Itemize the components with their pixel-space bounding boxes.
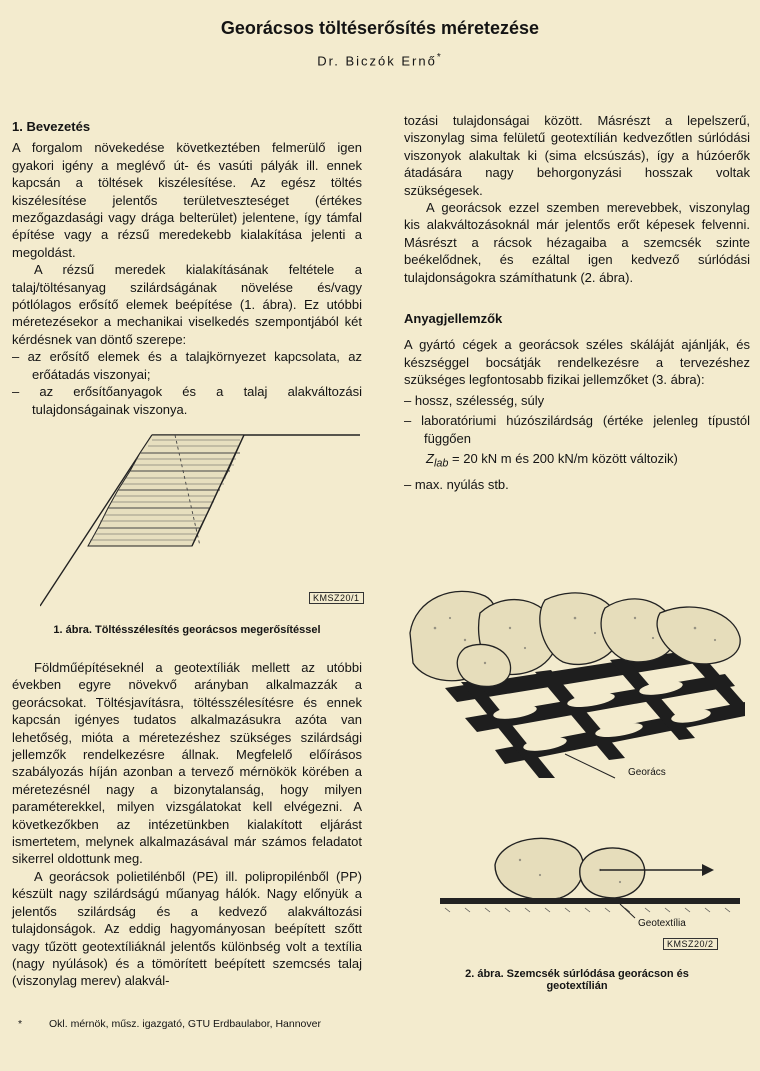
figure-2-caption-line-1: 2. ábra. Szemcsék súrlódása georácson és <box>465 968 689 980</box>
intro-bullet-2: – az erősítőanyagok és a talaj alakváltozási tulajdonságainak viszonya. <box>12 384 362 417</box>
figure-1-tag: KMSZ20/1 <box>309 592 364 604</box>
figure-2-caption-line-2: geotextílián <box>546 980 608 992</box>
materials-paragraph: A gyártó cégek a georácsok széles skáláját ajánlják, és készséggel bocsátják rendelkezésre a tervezéshez szükséges legfontosabb fizikai jellemzőket (3. ábra): <box>404 337 750 388</box>
body-paragraph-georacs: A georácsok polietilénből (PE) ill. polipropilénből (PP) készült nagy szilárdságú műanyag hálók. Nagy előnyük a jelentős szilárdság és a kedvező alakváltozási tulajdonságok. Az eddig hagyományosan beépített szőtt vagy tűzött geotextíliáknál jelentős különbség volt a textília (nagy nyúlások) és a tömörített beépített szemcsés talaj (viszonylag merev) alakvál- <box>12 868 362 989</box>
materials-bullet-2: – laboratóriumi húzószilárdság (értéke jelenleg típustól függően <box>404 413 750 446</box>
figure-2-georacs-illustration <box>405 578 750 818</box>
left-column-top <box>12 118 362 418</box>
body-paragraph-geotextilia: Földműépítéseknél a geotextíliák mellett az utóbbi években egyre növekvő arányban alkalmazzák a georácsokat. Töltésjavításra, töltésszélesítésre és ennek kapcsán igényes tudatos alkalmazásukra azóta van lehetőség, mióta a méretezéshez szükséges szilárdsági jellemzők rendelkezésre állnak. Megfelelő előírásos szabályozás híján azonban a tervező mérnökök körében a méretezésnél nagy a bizonytalanság, hogy milyen paraméterekkel, milyen vizsgálatokat kell elvégezni. A következőkben az intézetünkben kialakított eljárást ismertetem, melynek alkalmazásával már számos feladatot sikerrel oldottunk meg. <box>12 660 362 867</box>
figure-1-caption: 1. ábra. Töltésszélesítés georácsos megerősítéssel <box>53 624 321 636</box>
figure-2-tag: KMSZ20/2 <box>663 938 718 950</box>
formula-text: = 20 kN m és 200 kN/m között változik) <box>448 450 678 466</box>
label-geotextilia: Geotextília <box>638 918 686 929</box>
figure-2-caption <box>404 968 750 992</box>
author-name: Dr. Biczók Ernő <box>317 53 437 69</box>
footnote-text: Okl. mérnök, műsz. igazgató, GTU Erdbaulabor, Hannover <box>49 1018 321 1030</box>
figure-1-embankment-diagram <box>40 428 360 608</box>
page-title: Georácsos töltéserősítés méretezése <box>220 18 540 38</box>
body-paragraph-continued: tozási tulajdonságai között. Másrészt a lepelszerű, viszonylag sima felületű geotextílián kedvezőtlen súrlódási viszonyok alakultak ki (sima elcsúszás), így a húzóerők átadására nagy behorgonyzási hosszak voltak szükségesek. <box>404 113 750 198</box>
figure-2-geotextilia-illustration <box>440 830 740 920</box>
author-footnote-mark: * <box>436 52 443 63</box>
formula-symbol: Z <box>426 450 434 466</box>
formula-subscript: lab <box>433 457 449 470</box>
body-paragraph-georacs-merevebb: A georácsok ezzel szemben merevebbek, viszonylag kis alakváltozásoknál már jelentős erőt képesek felvenni. Másrészt a rácsok hézagaiba a szemcsék szinte beékelődnek, és ezáltal igen kedvező súrlódási tulajdonságokra számíthatunk (2. ábra). <box>404 200 750 285</box>
label-georacs: Georács <box>628 767 666 778</box>
author-line <box>0 52 760 68</box>
intro-paragraph-2: A rézsű meredek kialakításának feltétele a talaj/töltésanyag szilárdságának növelése és/vagy pótlólagos erősítő elemek beépítése (1. ábra). Ez utóbbi méretezésekor a mechanikai viselkedés szempontjából két kérdésnek van döntő szerepe: <box>12 262 362 347</box>
materials-bullet-3: – max. nyúlás stb. <box>404 476 509 492</box>
section-heading-anyagjellemzok: Anyagjellemzők <box>404 311 503 327</box>
intro-paragraph-1: A forgalom növekedése következtében felmerülő igen gyakori igény a meglévő út- és vasúti pályák ill. ennek kapcsán a töltések kiszélesítése. Az egész töltés kiszélesítése jelentős területveszteséget (értékes mezőgazdasági vagy drága belterület) jelentene, így támfal építése vagy a rézsű meredekebb kialakítása jelenti a megoldást. <box>12 140 362 260</box>
materials-bullet-1: – hossz, szélesség, súly <box>404 392 545 408</box>
footnote-mark: * <box>18 1018 23 1030</box>
formula-line <box>404 450 750 473</box>
footnote <box>18 1018 321 1030</box>
left-column-lower <box>12 659 362 990</box>
section-heading-intro: 1. Bevezetés <box>12 119 91 134</box>
right-column-top <box>404 112 750 493</box>
intro-bullet-1: – az erősítő elemek és a talajkörnyezet kapcsolata, az erőátadás viszonyai; <box>12 349 362 382</box>
